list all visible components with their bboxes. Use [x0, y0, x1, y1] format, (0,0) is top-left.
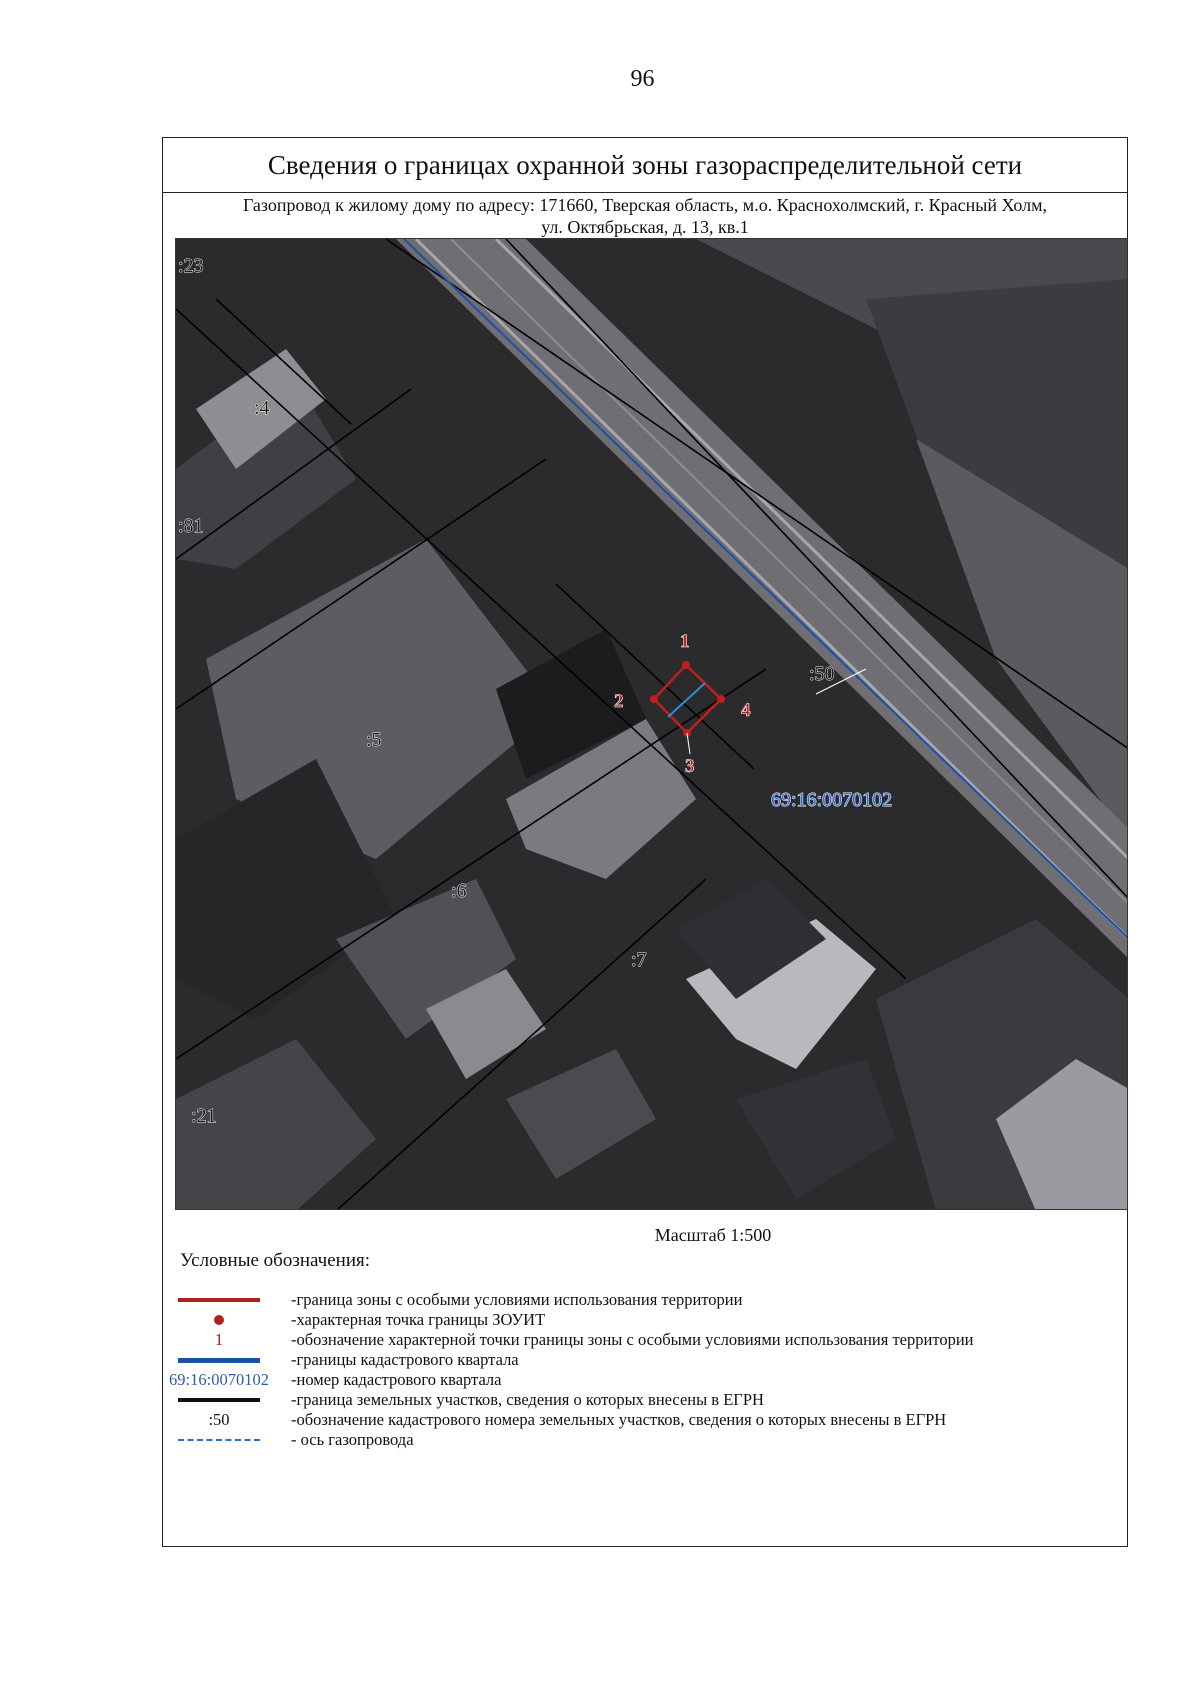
red-dot-symbol — [214, 1315, 224, 1325]
legend-item-zone-point — [163, 1310, 1127, 1330]
point-label-1: 1 — [680, 631, 690, 652]
quarter-number-symbol: 69:16:0070102 — [169, 1370, 269, 1389]
legend-item-parcel-number — [163, 1410, 1127, 1430]
legend-item-parcel-boundary — [163, 1390, 1127, 1410]
legend-item-quarter-boundary — [163, 1350, 1127, 1370]
legend-item-gas-axis — [163, 1430, 1127, 1450]
parcel-label-21: :21 — [191, 1105, 217, 1127]
legend-text: - ось газопровода — [291, 1430, 414, 1449]
legend-title: Условные обозначения: — [180, 1250, 371, 1271]
blue-line-symbol — [178, 1358, 260, 1363]
map-sheet-frame — [162, 137, 1128, 1547]
red-line-symbol — [178, 1298, 260, 1302]
object-address — [163, 193, 1127, 238]
zone-point-2 — [650, 695, 658, 703]
legend-item-zone-boundary — [163, 1290, 1127, 1310]
legend-text: -характерная точка границы ЗОУИТ — [291, 1310, 546, 1329]
page-number: 96 — [630, 66, 655, 92]
legend-text: -обозначение кадастрового номера земельных участков, сведения о которых внесены в ЕГРН — [291, 1410, 947, 1429]
quarter-label: 69:16:0070102 — [771, 789, 893, 811]
point-label-4: 4 — [741, 700, 751, 721]
parcel-label-6: :6 — [451, 880, 467, 902]
address-line-1: Газопровод к жилому дому по адресу: 171660, Тверская область, м.о. Краснохолмский, г. Красный Холм, — [242, 195, 1048, 215]
parcel-label-50: :50 — [809, 663, 835, 685]
legend-text: -граница зоны с особыми условиями использования территории — [291, 1290, 743, 1309]
legend-symbol — [163, 1290, 275, 1310]
red-number-symbol: 1 — [214, 1330, 224, 1349]
point-label-2: 2 — [614, 691, 624, 712]
legend-symbol — [163, 1310, 275, 1330]
point-label-3: 3 — [685, 756, 695, 777]
legend-symbol — [163, 1430, 275, 1450]
map-canvas — [176, 239, 1128, 1210]
legend-text: -границы кадастрового квартала — [291, 1350, 519, 1369]
black-line-symbol — [178, 1398, 260, 1402]
legend-symbol — [163, 1330, 275, 1350]
parcel-label-81: :81 — [178, 515, 204, 537]
aerial-map — [175, 238, 1128, 1210]
legend-text: -обозначение характерной точки границы зоны с особыми условиями использования территории — [291, 1330, 974, 1349]
parcel-label-5: :5 — [366, 729, 382, 751]
legend-symbol — [163, 1390, 275, 1410]
legend-symbol — [163, 1350, 275, 1370]
legend-text: -номер кадастрового квартала — [291, 1370, 502, 1389]
legend-item-point-number — [163, 1330, 1127, 1350]
dashed-line-symbol — [178, 1439, 260, 1441]
legend-symbol — [163, 1410, 275, 1430]
parcel-label-23: :23 — [178, 255, 204, 277]
legend-text: -граница земельных участков, сведения о которых внесены в ЕГРН — [291, 1390, 764, 1409]
map-scale: Масштаб 1:500 — [654, 1225, 772, 1245]
zone-point-4 — [717, 695, 725, 703]
address-line-2: ул. Октябрьская, д. 13, кв.1 — [541, 217, 749, 237]
parcel-label-7: :7 — [631, 949, 647, 971]
zone-point-1 — [682, 661, 690, 669]
parcel-label-4: :4 — [254, 397, 270, 419]
legend-symbol — [163, 1370, 275, 1390]
parcel-number-symbol: :50 — [208, 1410, 230, 1429]
legend-item-quarter-number — [163, 1370, 1127, 1390]
sheet-title: Сведения о границах охранной зоны газораспределительной сети — [163, 138, 1127, 193]
